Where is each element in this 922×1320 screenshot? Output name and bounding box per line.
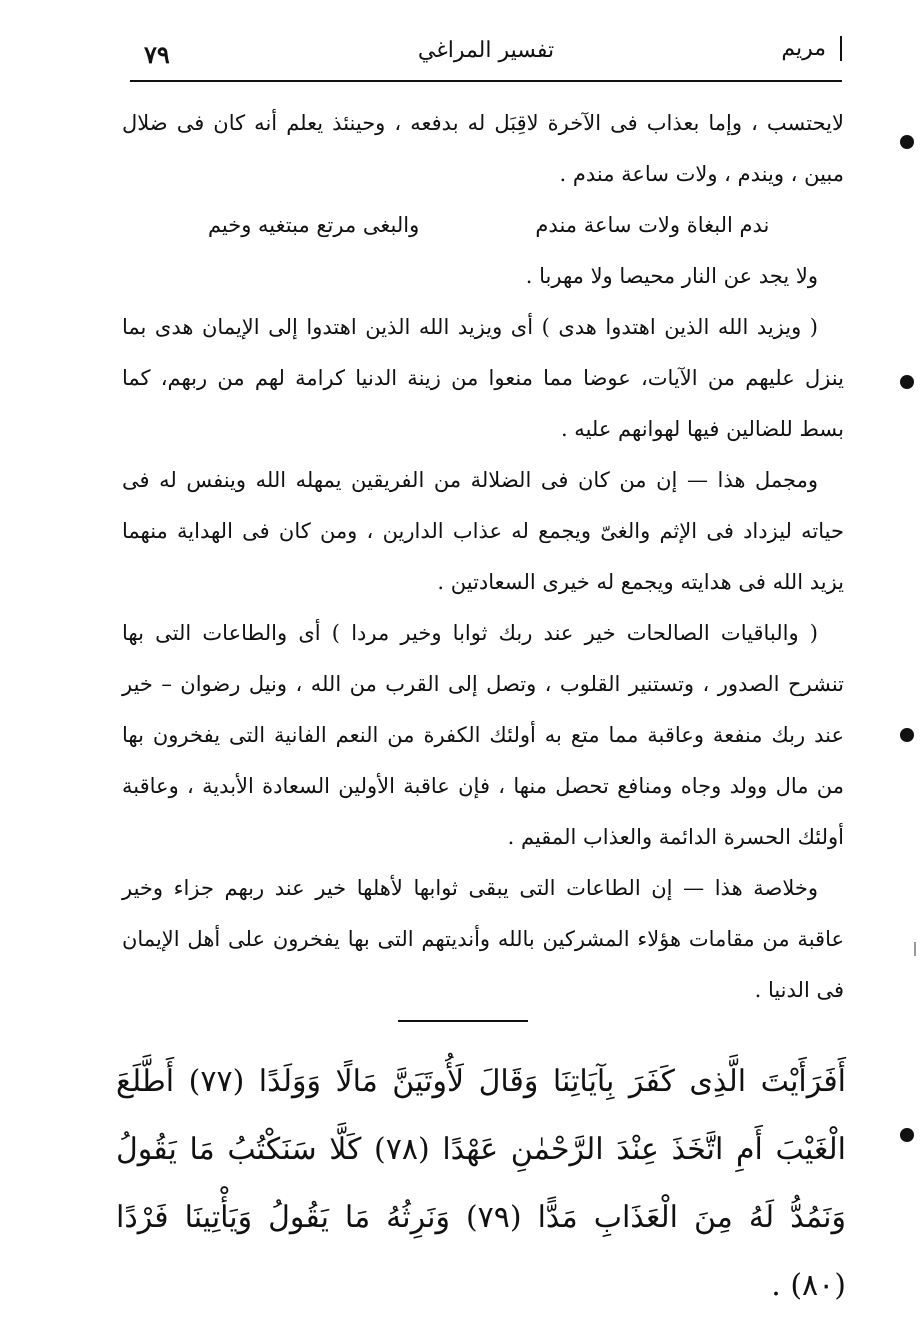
commentary-text [122,98,844,1016]
paragraph: وخلاصة هذا — إن الطاعات التى يبقى ثوابها لأهلها خير عند ربهم جزاء وخير عاقبة من مقامات هؤلاء المشركين بالله وأنديتهم التى بها يفخرون على أهل الإيمان فى الدنيا . [122,876,844,1002]
running-title: تفسير المراغي [417,38,555,63]
binding-hole-mark [900,728,914,742]
page-edge-mark [914,942,916,956]
paragraph: لايحتسب ، وإما بعذاب فى الآخرة لاقِبَل له بدفعه ، وحينئذ يعلم أنه كان فى ضلال مبين ، ويندم ، ولات ساعة مندم . [122,111,844,186]
binding-hole-mark [900,135,914,149]
quran-verses [116,1048,846,1320]
paragraph: ومجمل هذا — إن من كان فى الضلالة من الفريقين يمهله الله وينفس له فى حياته ليزداد فى الإثم والغىّ ويجمع له عذاب الدارين ، ومن كان فى الهداية منهما يزيد الله فى هدايته ويجمع له خيرى السعادتين . [122,468,844,594]
paragraph: ولا يجد عن النار محيصا ولا مهربا . [525,264,818,288]
page-header [130,30,842,82]
page-number: ٧٩ [144,40,170,69]
binding-hole-mark [900,1128,914,1142]
verse-hemistich: والبغى مرتع مبتغيه وخيم [207,213,420,237]
paragraph: ( ويزيد الله الذين اهتدوا هدى ) أى ويزيد الله الذين اهتدوا إلى الإيمان هدى بما ينزل عليهم من الآيات، عوضا مما منعوا من زينة الدنيا كرامة لهم من ربهم، كما بسط للضالين فيها لهوانهم عليه . [122,315,844,441]
verse-hemistich: ندم البغاة ولات ساعة مندم [535,213,770,237]
quran-verse-text: أَفَرَأَيْتَ الَّذِى كَفَرَ بِآيَاتِنَا وَقَالَ لَأُوتَيَنَّ مَالًا وَوَلَدًا (٧٧) أَطَّلَعَ الْغَيْبَ أَمِ اتَّخَذَ عِنْدَ الرَّحْمٰنِ عَهْدًا (٧٨) كَلَّا سَنَكْتُبُ مَا يَقُولُ وَنَمُدُّ لَهُ مِنَ الْعَذَابِ مَدًّا (٧٩) وَنَرِثُهُ مَا يَقُولُ وَيَأْتِينَا فَرْدًا (٨٠) . [116,1064,846,1303]
binding-hole-mark [900,375,914,389]
surah-name: مريم [781,36,842,61]
poetry-verse [122,200,844,251]
header-rule [130,80,842,82]
paragraph: ( والباقيات الصالحات خير عند ربك ثوابا وخير مردا ) أى والطاعات التى بها تنشرح الصدور ، وتستنير القلوب ، وتصل إلى القرب من الله ، ونيل رضوان – خير عند ربك منفعة وعاقبة مما متع به أولئك الكفرة من النعم الفانية التى يفخرون بها من مال وولد وجاه ومنافع تحصل منها ، فإن عاقبة الأولين السعادة الأبدية ، وعاقبة أولئك الحسرة الدائمة والعذاب المقيم . [122,621,844,849]
section-divider [398,1020,528,1022]
